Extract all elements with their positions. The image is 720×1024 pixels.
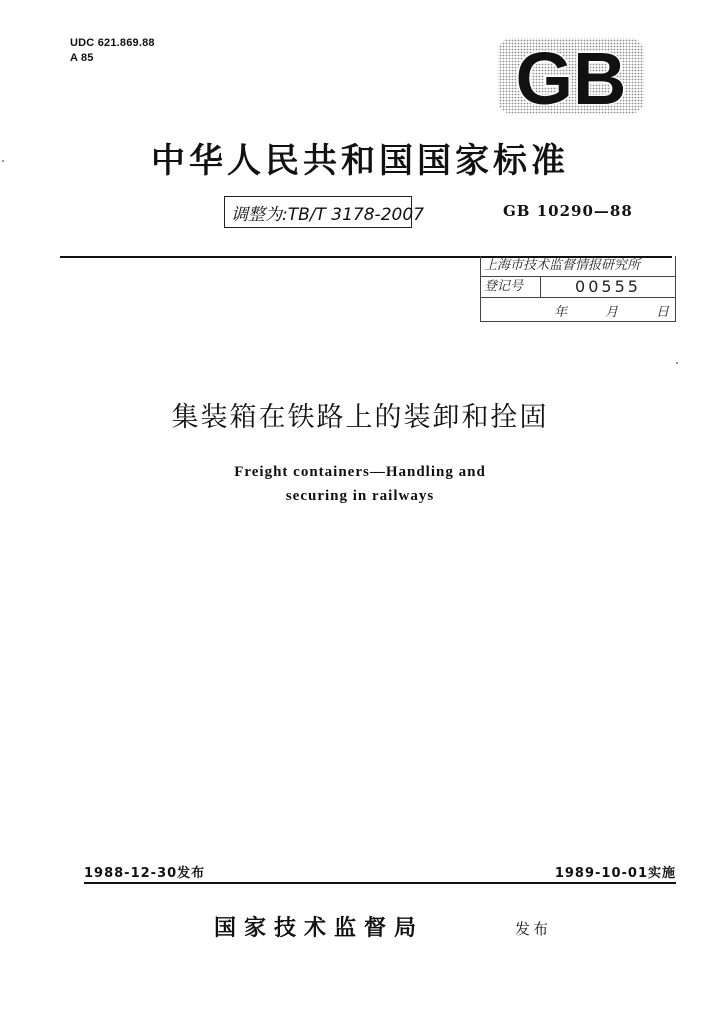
national-standard-title: 中华人民共和国国家标准 bbox=[151, 141, 569, 181]
effective-date: 1989-10-01实施 bbox=[554, 866, 676, 881]
stamp-registration-row bbox=[481, 277, 675, 298]
document-title-en bbox=[0, 460, 720, 508]
stamp-year: 年 bbox=[553, 304, 567, 320]
udc-code: UDC 621.869.88 bbox=[70, 37, 155, 49]
issue-date: 1988-12-30发布 bbox=[84, 866, 206, 881]
footer-divider bbox=[84, 882, 676, 884]
gb-logo-text: GB bbox=[515, 37, 627, 116]
title-en-line1: Freight containers—Handling and bbox=[234, 464, 486, 480]
stamp-month: 月 bbox=[604, 304, 618, 320]
publisher: 国家技术监督局 bbox=[214, 915, 425, 941]
scan-speck bbox=[676, 362, 678, 364]
classification-codes bbox=[70, 36, 155, 66]
registration-stamp bbox=[480, 256, 676, 322]
title-en-line2: securing in railways bbox=[285, 488, 435, 504]
document-title-zh: 集装箱在铁路上的装卸和拴固 bbox=[171, 402, 549, 433]
stamp-day: 日 bbox=[655, 304, 669, 320]
stamp-reg-number: 00555 bbox=[575, 277, 641, 296]
adjustment-note: 调整为:TB/T 3178-2007 bbox=[224, 196, 412, 228]
standard-number: GB 10290—88 bbox=[503, 202, 633, 220]
stamp-reg-label: 登记号 bbox=[481, 277, 541, 297]
gb-logo bbox=[496, 36, 646, 116]
stamp-date-row bbox=[481, 298, 675, 322]
stamp-institute: 上海市技术监督情报研究所 bbox=[481, 256, 675, 277]
scan-speck bbox=[2, 160, 4, 162]
ccs-code: A 85 bbox=[70, 52, 94, 64]
publish-verb: 发布 bbox=[515, 920, 552, 938]
